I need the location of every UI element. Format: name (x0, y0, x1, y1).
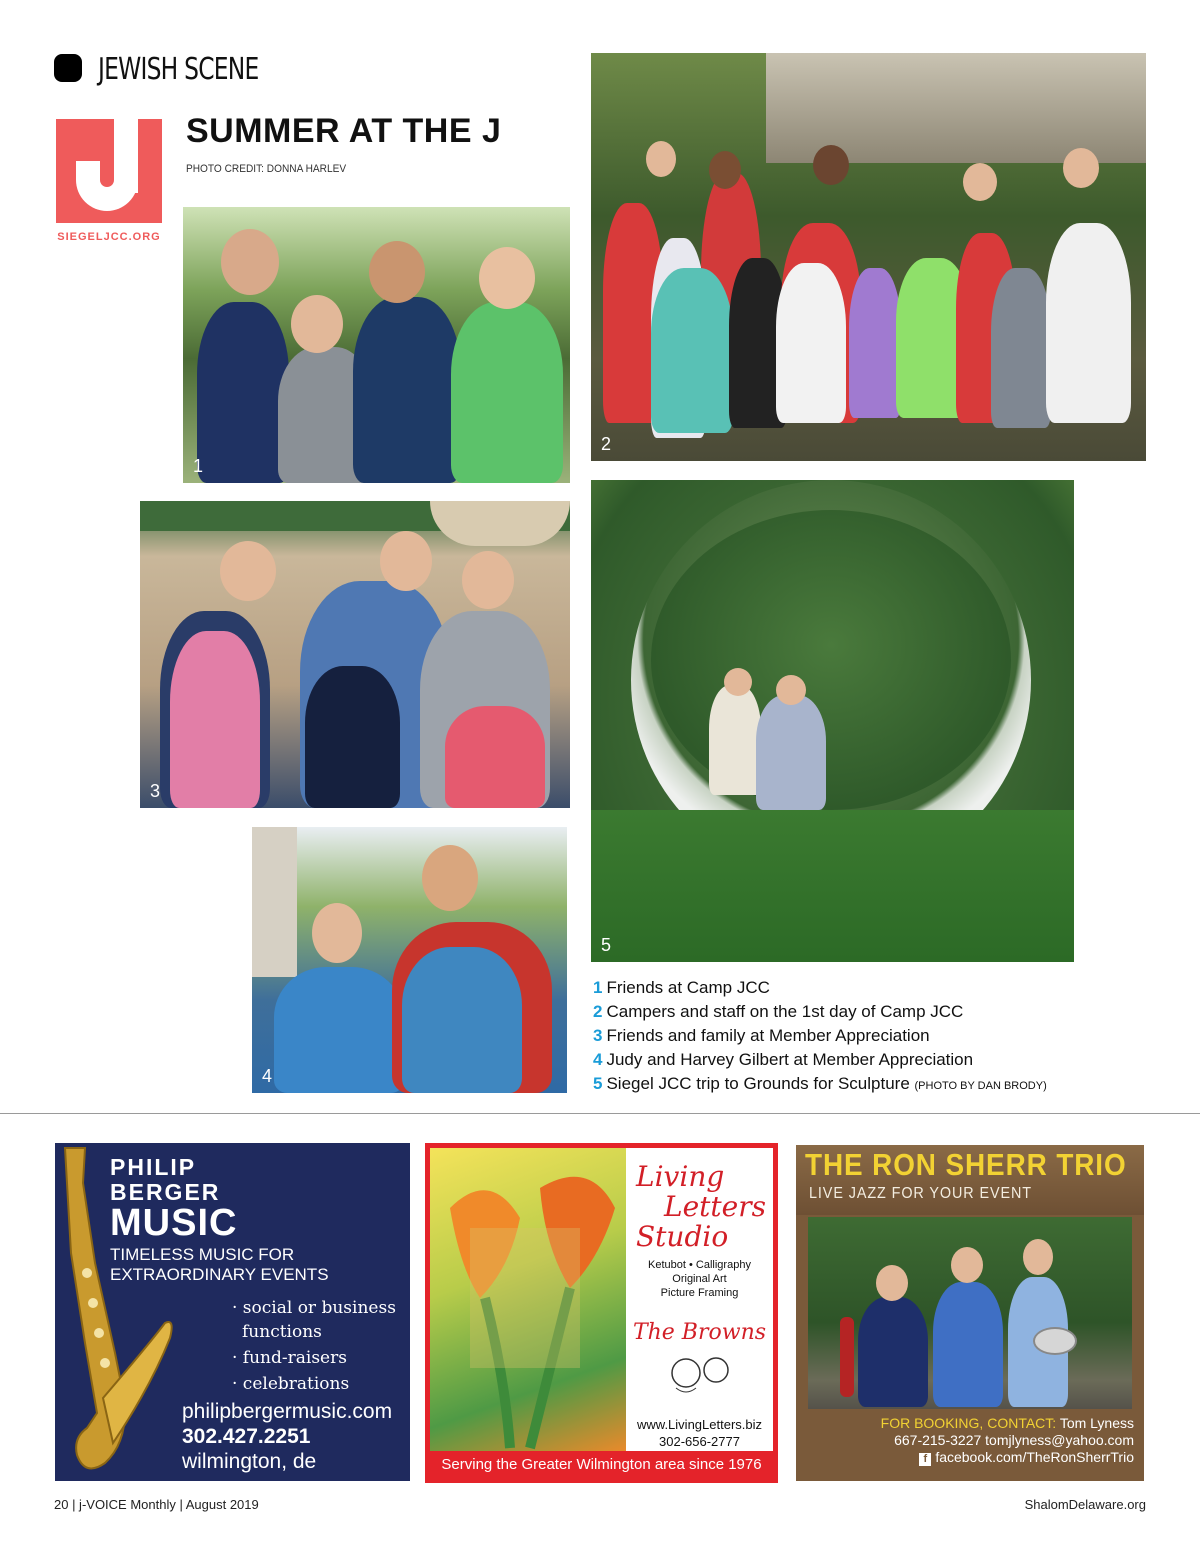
page-footer-website[interactable]: ShalomDelaware.org (1024, 1497, 1146, 1512)
service-item: · fund-raisers (232, 1348, 347, 1368)
photo-captions (593, 976, 1153, 1098)
photo-number: 2 (601, 434, 612, 454)
section-divider (0, 1113, 1200, 1114)
photo-3 (140, 501, 570, 808)
band-photo (808, 1217, 1132, 1409)
caption-3: 3 Friends and family at Member Appreciation (593, 1026, 930, 1045)
ad-title: THE RON SHERR TRIO (805, 1147, 1127, 1182)
section-bullet-icon (54, 54, 82, 82)
caption-2: 2 Campers and staff on the 1st day of Camp JCC (593, 1002, 964, 1021)
service-list (232, 1296, 396, 1398)
photo-5 (591, 480, 1074, 962)
jcc-logo (56, 119, 162, 223)
location: wilmington, de (182, 1450, 317, 1473)
ad-philip-berger-music[interactable] (55, 1143, 410, 1481)
photo-credit: PHOTO CREDIT: DONNA HARLEV (186, 163, 347, 175)
photo-number: 3 (150, 781, 161, 801)
booking-label: FOR BOOKING, CONTACT: (880, 1415, 1057, 1431)
ad-subtitle: LIVE JAZZ FOR YOUR EVENT (809, 1185, 1032, 1202)
service-item: functions (242, 1322, 322, 1342)
phone-number: 302-656-2777 (659, 1434, 740, 1449)
brand-line-3: MUSIC (110, 1202, 238, 1244)
section-label: JEWISH SCENE (98, 52, 259, 87)
service-item: · social or business (232, 1298, 396, 1318)
phone-number: 302.427.2251 (182, 1425, 311, 1448)
tagline-1: TIMELESS MUSIC FOR (110, 1245, 295, 1264)
photo-number: 5 (601, 935, 612, 955)
ad-living-letters-studio[interactable] (425, 1143, 778, 1483)
services-line-3: Picture Framing (660, 1287, 739, 1299)
photo-4 (252, 827, 567, 1093)
photo-number: 4 (262, 1066, 273, 1086)
photo-2 (591, 53, 1146, 461)
brand-line-1: PHILIP (110, 1154, 197, 1180)
photo-1 (183, 207, 570, 483)
caption-5-photo-credit: (PHOTO BY DAN BRODY) (914, 1080, 1047, 1092)
contact-phone-email[interactable]: 667-215-3227 tomjlyness@yahoo.com (894, 1432, 1134, 1448)
brand-living: Living (636, 1160, 725, 1193)
facebook-icon: f (919, 1453, 931, 1466)
caption-4: 4 Judy and Harvey Gilbert at Member Appreciation (593, 1050, 974, 1069)
brand-line-2: BERGER (110, 1179, 221, 1205)
website-link[interactable]: philipbergermusic.com (182, 1400, 393, 1423)
caption-5: 5 Siegel JCC trip to Grounds for Sculpture (PHOTO BY DAN BRODY) (593, 1074, 1047, 1093)
owners-signature: The Browns (632, 1320, 767, 1345)
services-line-1: Ketubot • Calligraphy (648, 1259, 751, 1271)
calla-lily-icon (430, 1148, 626, 1451)
owners-sketch-icon (666, 1348, 736, 1398)
contact-name: Tom Lyness (1059, 1415, 1134, 1431)
website-link[interactable]: www.LivingLetters.biz (637, 1417, 762, 1432)
page-footer-info: 20 | j-VOICE Monthly | August 2019 (54, 1497, 259, 1512)
brand-studio: Studio (636, 1220, 729, 1253)
page-title: SUMMER AT THE J (186, 112, 502, 150)
services-line-2: Original Art (672, 1273, 727, 1285)
jcc-logo-url: SIEGELJCC.ORG (57, 231, 161, 243)
ad-ron-sherr-trio[interactable] (796, 1145, 1144, 1481)
photo-number: 1 (193, 456, 204, 476)
caption-1: 1 Friends at Camp JCC (593, 978, 770, 997)
facebook-link[interactable]: facebook.com/TheRonSherrTrio (935, 1449, 1134, 1465)
calla-lily-artwork (430, 1148, 626, 1451)
ad-footer-text: Serving the Greater Wilmington area since 1976 (441, 1456, 762, 1473)
tagline-2: EXTRAORDINARY EVENTS (110, 1265, 329, 1284)
brand-letters: Letters (664, 1190, 766, 1223)
service-item: · celebrations (232, 1374, 350, 1394)
